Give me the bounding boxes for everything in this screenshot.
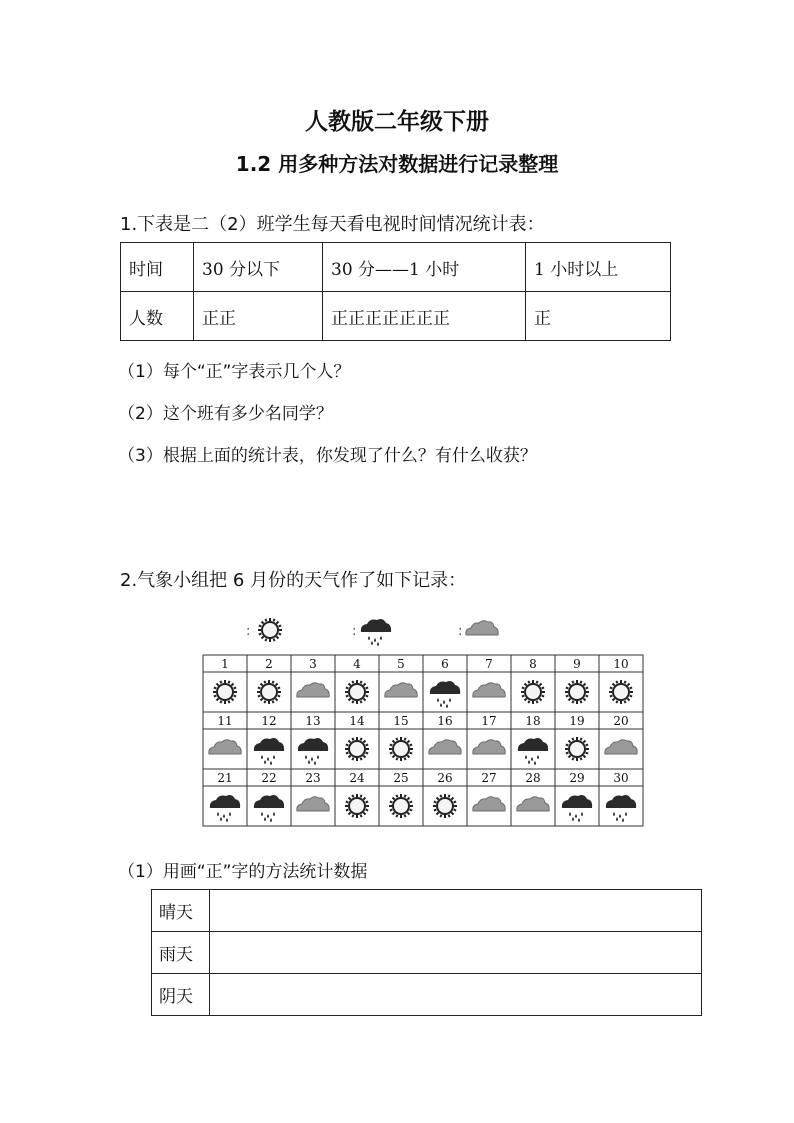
col-under-30min: 30 分以下	[194, 243, 323, 292]
day-number: 20	[613, 714, 629, 728]
day-number: 10	[613, 657, 629, 671]
day-number: 30	[613, 771, 629, 785]
rain-cloud-icon	[210, 795, 240, 822]
day-number: 14	[349, 714, 365, 728]
sun-icon	[389, 794, 413, 818]
answer-cell-rainy[interactable]	[210, 932, 702, 974]
day-number: 8	[529, 657, 537, 671]
header-cell-time: 时间	[121, 243, 194, 292]
day-number: 13	[305, 714, 321, 728]
answer-cell-sunny[interactable]	[210, 890, 702, 932]
rain-cloud-icon	[254, 795, 284, 822]
day-number: 24	[349, 771, 365, 785]
legend-sun-icon	[258, 618, 282, 642]
row-label-sunny: 晴天	[152, 890, 210, 932]
day-number: 17	[481, 714, 497, 728]
cloud-icon	[605, 740, 637, 754]
legend-colon: :	[246, 624, 251, 639]
table-row	[152, 932, 702, 974]
rain-cloud-icon	[254, 738, 284, 765]
day-number: 23	[305, 771, 321, 785]
day-number: 5	[397, 657, 405, 671]
tally-30min-1hr: 正正正正正正正	[323, 292, 526, 341]
day-number: 15	[393, 714, 409, 728]
table-row	[152, 974, 702, 1016]
day-number: 18	[525, 714, 541, 728]
answer-cell-cloudy[interactable]	[210, 974, 702, 1016]
sun-icon	[389, 737, 413, 761]
tally-over-1hr: 正	[526, 292, 671, 341]
sun-icon	[433, 794, 457, 818]
day-number: 7	[485, 657, 493, 671]
tv-time-table	[120, 242, 671, 341]
day-number: 1	[221, 657, 229, 671]
header-cell-people: 人数	[121, 292, 194, 341]
sun-icon	[565, 737, 589, 761]
cloud-icon	[429, 740, 461, 754]
rain-cloud-icon	[518, 738, 548, 765]
question-1-sub-3: （3）根据上面的统计表，你发现了什么？有什么收获？	[118, 446, 537, 466]
day-number: 27	[481, 771, 497, 785]
table-row	[121, 243, 671, 292]
table-row	[152, 890, 702, 932]
legend-colon: :	[458, 624, 463, 639]
question-2-sub-1: （1）用画“正”字的方法统计数据	[118, 862, 368, 882]
legend-rain-cloud-icon	[361, 619, 391, 646]
cloud-icon	[473, 797, 505, 811]
day-number: 19	[569, 714, 585, 728]
day-number: 9	[573, 657, 581, 671]
day-number: 22	[261, 771, 277, 785]
question-1-sub-2: （2）这个班有多少名同学？	[118, 404, 333, 424]
day-number: 28	[525, 771, 541, 785]
sun-icon	[257, 680, 281, 704]
day-number: 11	[217, 714, 233, 728]
rain-cloud-icon	[606, 795, 636, 822]
cloud-icon	[209, 740, 241, 754]
day-number: 29	[569, 771, 585, 785]
cloud-icon	[385, 683, 417, 697]
cloud-icon	[297, 683, 329, 697]
table-row	[121, 292, 671, 341]
day-number: 6	[441, 657, 449, 671]
weather-calendar	[200, 608, 650, 828]
row-label-cloudy: 阴天	[152, 974, 210, 1016]
day-number: 2	[265, 657, 273, 671]
col-30min-1hr: 30 分——1 小时	[323, 243, 526, 292]
row-label-rainy: 雨天	[152, 932, 210, 974]
col-over-1hr: 1 小时以上	[526, 243, 671, 292]
cloud-icon	[517, 797, 549, 811]
question-1-prompt: 1.下表是二（2）班学生每天看电视时间情况统计表：	[120, 214, 545, 235]
tally-under-30min: 正正	[194, 292, 323, 341]
day-number: 4	[353, 657, 361, 671]
day-number: 25	[393, 771, 409, 785]
day-number: 16	[437, 714, 453, 728]
day-number: 12	[261, 714, 277, 728]
sun-icon	[345, 737, 369, 761]
sun-icon	[345, 680, 369, 704]
day-number: 26	[437, 771, 453, 785]
rain-cloud-icon	[298, 738, 328, 765]
day-number: 21	[217, 771, 233, 785]
rain-cloud-icon	[430, 681, 460, 708]
sun-icon	[345, 794, 369, 818]
sun-icon	[609, 680, 633, 704]
question-2-prompt: 2.气象小组把 6 月份的天气作了如下记录：	[120, 570, 467, 591]
question-1-sub-1: （1）每个“正”字表示几个人？	[118, 362, 351, 382]
sun-icon	[565, 680, 589, 704]
cloud-icon	[473, 683, 505, 697]
legend-cloud-icon	[466, 621, 498, 635]
page-title: 人教版二年级下册	[305, 109, 489, 135]
cloud-icon	[297, 797, 329, 811]
page-subtitle: 1.2 用多种方法对数据进行记录整理	[235, 152, 559, 176]
legend-colon: :	[352, 624, 357, 639]
sun-icon	[521, 680, 545, 704]
cloud-icon	[473, 740, 505, 754]
rain-cloud-icon	[562, 795, 592, 822]
sun-icon	[213, 680, 237, 704]
weather-tally-table	[151, 889, 702, 1016]
day-number: 3	[309, 657, 317, 671]
